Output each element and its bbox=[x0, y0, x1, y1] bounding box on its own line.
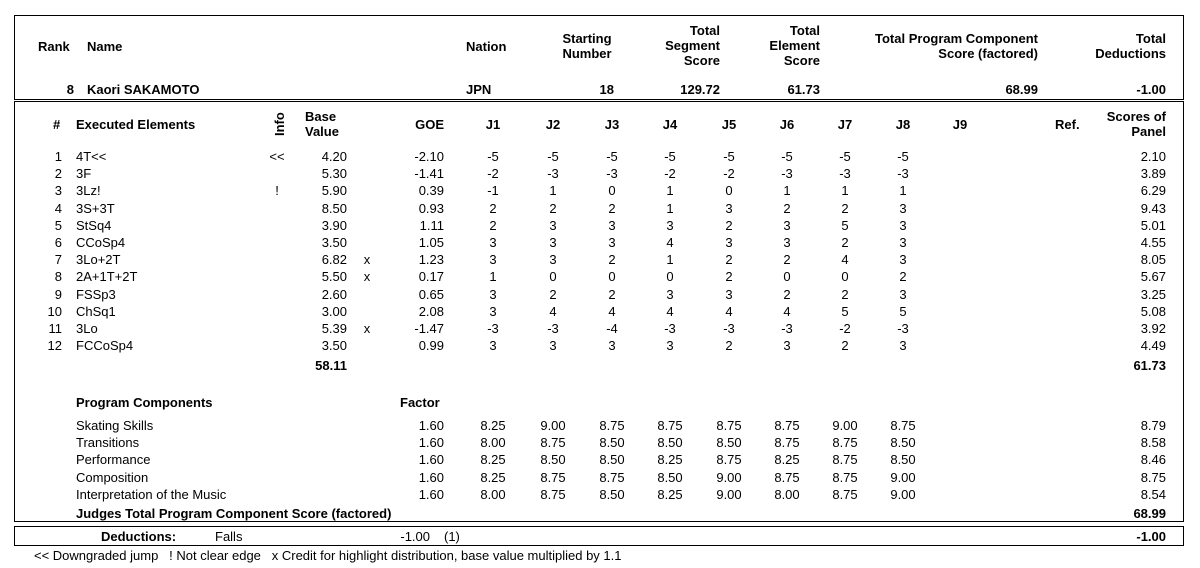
element-judge-score: 1 bbox=[899, 183, 907, 199]
element-goe: 1.23 bbox=[418, 252, 444, 268]
element-panel-score: 5.01 bbox=[1140, 217, 1166, 233]
element-judge-score: 3 bbox=[608, 338, 616, 354]
goe-header: GOE bbox=[415, 117, 444, 132]
element-judge-score: 3 bbox=[666, 217, 674, 233]
element-judge-score: 2 bbox=[725, 252, 733, 268]
element-name: 2A+1T+2T bbox=[76, 269, 138, 285]
ref-header: Ref. bbox=[1055, 117, 1080, 132]
element-panel-score: 6.29 bbox=[1140, 183, 1166, 199]
element-base-value: 8.50 bbox=[321, 200, 347, 216]
element-goe: 0.65 bbox=[418, 286, 444, 302]
element-judge-score: 0 bbox=[549, 269, 557, 285]
legend: << Downgraded jump ! Not clear edge x Credit for highlight distribution, base value multiplied by 1.1 bbox=[34, 548, 622, 563]
element-number: 1 bbox=[54, 149, 62, 164]
skater-name: Kaori SAKAMOTO bbox=[87, 82, 200, 97]
skater-starting-number: 18 bbox=[599, 82, 614, 97]
starting-number-header-line1: Starting bbox=[562, 31, 612, 46]
component-judge-score: 8.00 bbox=[480, 486, 506, 502]
element-judge-score: 4 bbox=[783, 303, 791, 319]
component-judge-score: 8.75 bbox=[540, 435, 566, 451]
element-name: FCCoSp4 bbox=[76, 338, 134, 354]
element-judge-score: 2 bbox=[549, 200, 557, 216]
element-judge-score: 3 bbox=[783, 338, 791, 354]
element-goe: 0.17 bbox=[418, 269, 444, 285]
component-judge-score: 8.75 bbox=[657, 418, 683, 433]
element-name: StSq4 bbox=[76, 217, 112, 233]
component-judge-score: 8.25 bbox=[657, 486, 683, 502]
rank-header: Rank bbox=[38, 39, 70, 54]
deductions-box bbox=[14, 526, 1184, 546]
element-goe: 0.39 bbox=[418, 183, 444, 199]
total-segment-score-header bbox=[640, 23, 720, 68]
element-name: 3Lo+2T bbox=[76, 252, 121, 268]
element-judge-score: -4 bbox=[606, 321, 618, 336]
deductions-total: -1.00 bbox=[1136, 529, 1166, 544]
element-panel-score: 3.92 bbox=[1140, 321, 1166, 336]
element-judge-score: 3 bbox=[899, 200, 907, 216]
element-judge-score: 1 bbox=[549, 183, 557, 199]
element-judge-score: 0 bbox=[725, 183, 733, 199]
element-judge-score: 3 bbox=[549, 235, 557, 250]
component-judge-score: 8.00 bbox=[774, 486, 800, 502]
component-judge-score: 8.75 bbox=[716, 418, 742, 433]
factor-header: Factor bbox=[400, 395, 440, 410]
component-judge-score: 8.25 bbox=[657, 452, 683, 468]
element-base-value: 5.30 bbox=[321, 166, 347, 182]
element-judge-score: 2 bbox=[783, 252, 791, 268]
element-judge-score: 2 bbox=[725, 269, 733, 285]
component-judge-score: 9.00 bbox=[716, 486, 742, 502]
judge-header-j7: J7 bbox=[837, 117, 853, 132]
element-judge-score: 4 bbox=[725, 303, 733, 319]
judge-header-j6: J6 bbox=[779, 117, 795, 132]
element-judge-score: 1 bbox=[783, 183, 791, 199]
element-panel-score: 5.08 bbox=[1140, 303, 1166, 319]
base-value-header bbox=[305, 109, 339, 139]
tes-header-line3: Score bbox=[783, 53, 820, 68]
element-base-value: 4.20 bbox=[321, 149, 347, 164]
element-judge-score: 3 bbox=[489, 252, 497, 268]
component-panel-score: 8.79 bbox=[1140, 418, 1166, 433]
component-name: Transitions bbox=[76, 435, 140, 451]
element-name: 3F bbox=[76, 166, 92, 182]
component-factor: 1.60 bbox=[418, 435, 444, 451]
nation-header: Nation bbox=[466, 39, 507, 54]
element-judge-score: -2 bbox=[487, 166, 499, 182]
component-judge-score: 8.75 bbox=[774, 469, 800, 485]
element-panel-score: 2.10 bbox=[1140, 149, 1166, 164]
tpcs-header-line1: Total Program Component bbox=[875, 31, 1038, 46]
element-judge-score: 0 bbox=[608, 183, 616, 199]
component-judge-score: 8.25 bbox=[480, 418, 506, 433]
element-number: 11 bbox=[48, 321, 62, 336]
element-judge-score: 3 bbox=[489, 338, 497, 354]
element-base-value: 2.60 bbox=[321, 286, 347, 302]
element-number: 10 bbox=[47, 303, 62, 319]
td-header-line1: Total bbox=[1135, 31, 1166, 46]
judge-header-j9: J9 bbox=[952, 117, 968, 132]
element-number: 4 bbox=[54, 200, 62, 216]
num-header: # bbox=[53, 117, 61, 132]
judge-header-j5: J5 bbox=[721, 117, 737, 132]
component-judge-score: 8.00 bbox=[480, 435, 506, 451]
element-info: ! bbox=[275, 183, 279, 199]
scores-of-panel-header bbox=[1080, 109, 1166, 139]
element-number: 6 bbox=[54, 235, 62, 250]
starting-number-header-line2: Number bbox=[562, 46, 612, 61]
skater-total-pcs: 68.99 bbox=[1005, 82, 1038, 97]
element-number: 9 bbox=[54, 286, 62, 302]
sop-header-line2: Panel bbox=[1131, 124, 1166, 139]
element-judge-score: -5 bbox=[897, 149, 909, 164]
component-panel-score: 8.58 bbox=[1140, 435, 1166, 451]
deductions-label: Deductions: bbox=[101, 529, 177, 544]
judge-header-j2: J2 bbox=[545, 117, 561, 132]
element-judge-score: -1 bbox=[487, 183, 499, 199]
element-base-value: 5.39 bbox=[321, 321, 347, 336]
element-base-value: 5.90 bbox=[321, 183, 347, 199]
pcs-total-value: 68.99 bbox=[1133, 506, 1166, 521]
component-judge-score: 8.50 bbox=[716, 435, 742, 451]
element-judge-score: 3 bbox=[899, 252, 907, 268]
component-judge-score: 8.75 bbox=[774, 418, 800, 433]
skater-total-element-score: 61.73 bbox=[787, 82, 820, 97]
element-judge-score: 2 bbox=[608, 252, 616, 268]
td-header-line2: Deductions bbox=[1095, 46, 1166, 61]
element-judge-score: -3 bbox=[839, 166, 851, 182]
total-deductions-header bbox=[1080, 31, 1166, 61]
element-judge-score: 0 bbox=[608, 269, 616, 285]
element-number: 12 bbox=[47, 338, 62, 354]
component-judge-score: 9.00 bbox=[716, 469, 742, 485]
component-judge-score: 8.50 bbox=[599, 435, 625, 451]
component-judge-score: 8.75 bbox=[890, 418, 916, 433]
element-name: 3Lz! bbox=[76, 183, 101, 199]
element-name: CCoSp4 bbox=[76, 235, 126, 250]
element-judge-score: -5 bbox=[781, 149, 793, 164]
skater-total-segment-score: 129.72 bbox=[680, 82, 720, 97]
element-judge-score: 2 bbox=[899, 269, 907, 285]
element-base-value: 3.50 bbox=[321, 338, 347, 354]
element-judge-score: -3 bbox=[897, 166, 909, 182]
component-judge-score: 8.50 bbox=[599, 452, 625, 468]
tes-header-line2: Element bbox=[769, 38, 820, 53]
element-name: FSSp3 bbox=[76, 286, 116, 302]
program-components-title: Program Components bbox=[76, 395, 213, 410]
total-element-score-header bbox=[740, 23, 820, 68]
element-judge-score: 3 bbox=[489, 235, 497, 250]
pcs-total-label: Judges Total Program Component Score (factored) bbox=[76, 506, 392, 521]
component-judge-score: 9.00 bbox=[832, 418, 858, 433]
component-judge-score: 9.00 bbox=[890, 486, 916, 502]
element-number: 7 bbox=[54, 252, 62, 268]
element-judge-score: 4 bbox=[549, 303, 557, 319]
component-name: Interpretation of the Music bbox=[76, 486, 227, 502]
component-factor: 1.60 bbox=[418, 418, 444, 433]
deductions-count: (1) bbox=[444, 529, 460, 544]
element-judge-score: 3 bbox=[489, 286, 497, 302]
element-judge-score: -5 bbox=[664, 149, 676, 164]
element-judge-score: -3 bbox=[897, 321, 909, 336]
component-judge-score: 8.50 bbox=[890, 452, 916, 468]
element-judge-score: 3 bbox=[549, 338, 557, 354]
panel-total: 61.73 bbox=[1133, 358, 1166, 373]
element-judge-score: 3 bbox=[608, 235, 616, 250]
element-judge-score: -3 bbox=[547, 321, 559, 336]
component-judge-score: 8.75 bbox=[832, 486, 858, 502]
element-goe: 0.99 bbox=[418, 338, 444, 354]
component-judge-score: 8.75 bbox=[540, 486, 566, 502]
element-judge-score: 3 bbox=[725, 286, 733, 302]
element-goe: 0.93 bbox=[418, 200, 444, 216]
deductions-value: -1.00 bbox=[400, 529, 430, 544]
deductions-type: Falls bbox=[215, 529, 243, 544]
element-judge-score: 3 bbox=[899, 286, 907, 302]
starting-number-header bbox=[552, 31, 622, 61]
tss-header-line2: Segment bbox=[665, 38, 720, 53]
component-judge-score: 8.75 bbox=[716, 452, 742, 468]
element-judge-score: 2 bbox=[549, 286, 557, 302]
skater-total-deductions: -1.00 bbox=[1136, 82, 1166, 97]
element-judge-score: 3 bbox=[725, 200, 733, 216]
executed-elements-header: Executed Elements bbox=[76, 117, 196, 132]
element-panel-score: 4.49 bbox=[1140, 338, 1166, 354]
element-goe: -1.47 bbox=[414, 321, 444, 336]
element-judge-score: 2 bbox=[783, 286, 791, 302]
judge-header-j8: J8 bbox=[895, 117, 911, 132]
element-judge-score: 3 bbox=[549, 252, 557, 268]
element-base-value: 6.82 bbox=[321, 252, 347, 268]
element-judge-score: 4 bbox=[666, 235, 674, 250]
component-judge-score: 8.75 bbox=[832, 469, 858, 485]
element-goe: -2.10 bbox=[414, 149, 444, 164]
element-judge-score: 4 bbox=[666, 303, 674, 319]
total-pcs-header bbox=[840, 31, 1038, 61]
component-judge-score: 8.75 bbox=[599, 469, 625, 485]
element-name: 3Lo bbox=[76, 321, 98, 336]
element-judge-score: 3 bbox=[608, 217, 616, 233]
element-number: 2 bbox=[54, 166, 62, 182]
element-base-value: 3.50 bbox=[321, 235, 347, 250]
element-judge-score: 5 bbox=[841, 217, 849, 233]
element-judge-score: 3 bbox=[666, 338, 674, 354]
element-judge-score: 2 bbox=[841, 338, 849, 354]
element-judge-score: 3 bbox=[899, 235, 907, 250]
element-judge-score: -3 bbox=[487, 321, 499, 336]
element-panel-score: 3.89 bbox=[1140, 166, 1166, 182]
tpcs-header-line2: Score (factored) bbox=[938, 46, 1038, 61]
element-judge-score: 2 bbox=[841, 235, 849, 250]
element-judge-score: -5 bbox=[723, 149, 735, 164]
component-judge-score: 9.00 bbox=[890, 469, 916, 485]
tss-header-line1: Total bbox=[689, 23, 720, 38]
element-panel-score: 5.67 bbox=[1140, 269, 1166, 285]
element-judge-score: 3 bbox=[783, 217, 791, 233]
component-panel-score: 8.75 bbox=[1140, 469, 1166, 485]
element-panel-score: 9.43 bbox=[1140, 200, 1166, 216]
component-name: Composition bbox=[76, 469, 149, 485]
component-judge-score: 8.50 bbox=[599, 486, 625, 502]
element-base-value: 3.90 bbox=[321, 217, 347, 233]
info-header: Info bbox=[272, 112, 287, 136]
judge-header-j1: J1 bbox=[485, 117, 501, 132]
element-judge-score: 2 bbox=[489, 217, 497, 233]
element-judge-score: 1 bbox=[489, 269, 497, 285]
element-judge-score: -3 bbox=[781, 321, 793, 336]
element-judge-score: 3 bbox=[489, 303, 497, 319]
element-judge-score: 2 bbox=[725, 338, 733, 354]
element-judge-score: -3 bbox=[606, 166, 618, 182]
element-judge-score: 3 bbox=[666, 286, 674, 302]
element-number: 3 bbox=[54, 183, 62, 199]
element-name: 4T<< bbox=[76, 149, 107, 164]
element-judge-score: 2 bbox=[841, 200, 849, 216]
component-judge-score: 8.75 bbox=[832, 452, 858, 468]
element-judge-score: 3 bbox=[899, 217, 907, 233]
element-name: ChSq1 bbox=[76, 303, 116, 319]
element-judge-score: -3 bbox=[664, 321, 676, 336]
tes-header-line1: Total bbox=[789, 23, 820, 38]
element-judge-score: 0 bbox=[666, 269, 674, 285]
element-judge-score: -5 bbox=[606, 149, 618, 164]
element-judge-score: 0 bbox=[783, 269, 791, 285]
element-goe: 1.05 bbox=[418, 235, 444, 250]
component-panel-score: 8.46 bbox=[1140, 452, 1166, 468]
component-judge-score: 8.50 bbox=[657, 469, 683, 485]
element-name: 3S+3T bbox=[76, 200, 115, 216]
element-judge-score: 1 bbox=[666, 200, 674, 216]
component-judge-score: 8.50 bbox=[657, 435, 683, 451]
element-judge-score: 0 bbox=[841, 269, 849, 285]
element-judge-score: 3 bbox=[549, 217, 557, 233]
element-judge-score: 4 bbox=[608, 303, 616, 319]
element-judge-score: 2 bbox=[489, 200, 497, 216]
element-panel-score: 3.25 bbox=[1140, 286, 1166, 302]
component-judge-score: 8.25 bbox=[774, 452, 800, 468]
tss-header-line3: Score bbox=[683, 53, 720, 68]
component-judge-score: 9.00 bbox=[540, 418, 566, 433]
component-factor: 1.60 bbox=[418, 486, 444, 502]
element-number: 5 bbox=[54, 217, 62, 233]
element-base-value: 3.00 bbox=[321, 303, 347, 319]
element-judge-score: 4 bbox=[841, 252, 849, 268]
component-factor: 1.60 bbox=[418, 452, 444, 468]
element-judge-score: -2 bbox=[839, 321, 851, 336]
element-panel-score: 8.05 bbox=[1140, 252, 1166, 268]
element-judge-score: 2 bbox=[841, 286, 849, 302]
base-value-total: 58.11 bbox=[315, 358, 347, 373]
name-header: Name bbox=[87, 39, 123, 54]
element-credit-mark: x bbox=[363, 269, 371, 285]
element-judge-score: 5 bbox=[841, 303, 849, 319]
element-base-value: 5.50 bbox=[321, 269, 347, 285]
element-judge-score: 2 bbox=[608, 286, 616, 302]
element-credit-mark: x bbox=[363, 252, 371, 268]
element-judge-score: -3 bbox=[723, 321, 735, 336]
element-goe: -1.41 bbox=[414, 166, 444, 182]
element-judge-score: 2 bbox=[608, 200, 616, 216]
base-value-header-line1: Base bbox=[305, 109, 337, 124]
component-judge-score: 8.50 bbox=[890, 435, 916, 451]
component-judge-score: 8.75 bbox=[540, 469, 566, 485]
component-panel-score: 8.54 bbox=[1140, 486, 1166, 502]
element-judge-score: 1 bbox=[666, 252, 674, 268]
element-judge-score: 3 bbox=[899, 338, 907, 354]
component-judge-score: 8.75 bbox=[832, 435, 858, 451]
judge-header-j4: J4 bbox=[662, 117, 678, 132]
element-judge-score: 2 bbox=[725, 217, 733, 233]
element-goe: 1.11 bbox=[419, 217, 444, 233]
component-name: Skating Skills bbox=[76, 418, 154, 433]
element-number: 8 bbox=[54, 269, 62, 285]
sop-header-line1: Scores of bbox=[1106, 109, 1166, 124]
element-credit-mark: x bbox=[363, 321, 371, 336]
component-factor: 1.60 bbox=[418, 469, 444, 485]
element-judge-score: -5 bbox=[839, 149, 851, 164]
element-judge-score: 1 bbox=[841, 183, 849, 199]
element-judge-score: -5 bbox=[487, 149, 499, 164]
element-info: << bbox=[269, 149, 285, 164]
component-judge-score: 8.25 bbox=[480, 469, 506, 485]
element-judge-score: 1 bbox=[666, 183, 674, 199]
element-judge-score: -3 bbox=[781, 166, 793, 182]
element-judge-score: 3 bbox=[783, 235, 791, 250]
element-judge-score: 2 bbox=[783, 200, 791, 216]
element-judge-score: 3 bbox=[725, 235, 733, 250]
element-judge-score: -3 bbox=[547, 166, 559, 182]
element-judge-score: 5 bbox=[899, 303, 907, 319]
base-value-header-line2: Value bbox=[305, 124, 339, 139]
element-panel-score: 4.55 bbox=[1140, 235, 1166, 250]
element-judge-score: -2 bbox=[723, 166, 735, 182]
component-name: Performance bbox=[76, 452, 151, 468]
judge-header-j3: J3 bbox=[604, 117, 620, 132]
component-judge-score: 8.50 bbox=[540, 452, 566, 468]
skater-nation: JPN bbox=[466, 82, 492, 97]
component-judge-score: 8.75 bbox=[774, 435, 800, 451]
element-judge-score: -5 bbox=[547, 149, 559, 164]
skater-rank: 8 bbox=[66, 82, 74, 97]
component-judge-score: 8.75 bbox=[599, 418, 625, 433]
element-judge-score: -2 bbox=[664, 166, 676, 182]
element-goe: 2.08 bbox=[418, 303, 444, 319]
component-judge-score: 8.25 bbox=[480, 452, 506, 468]
